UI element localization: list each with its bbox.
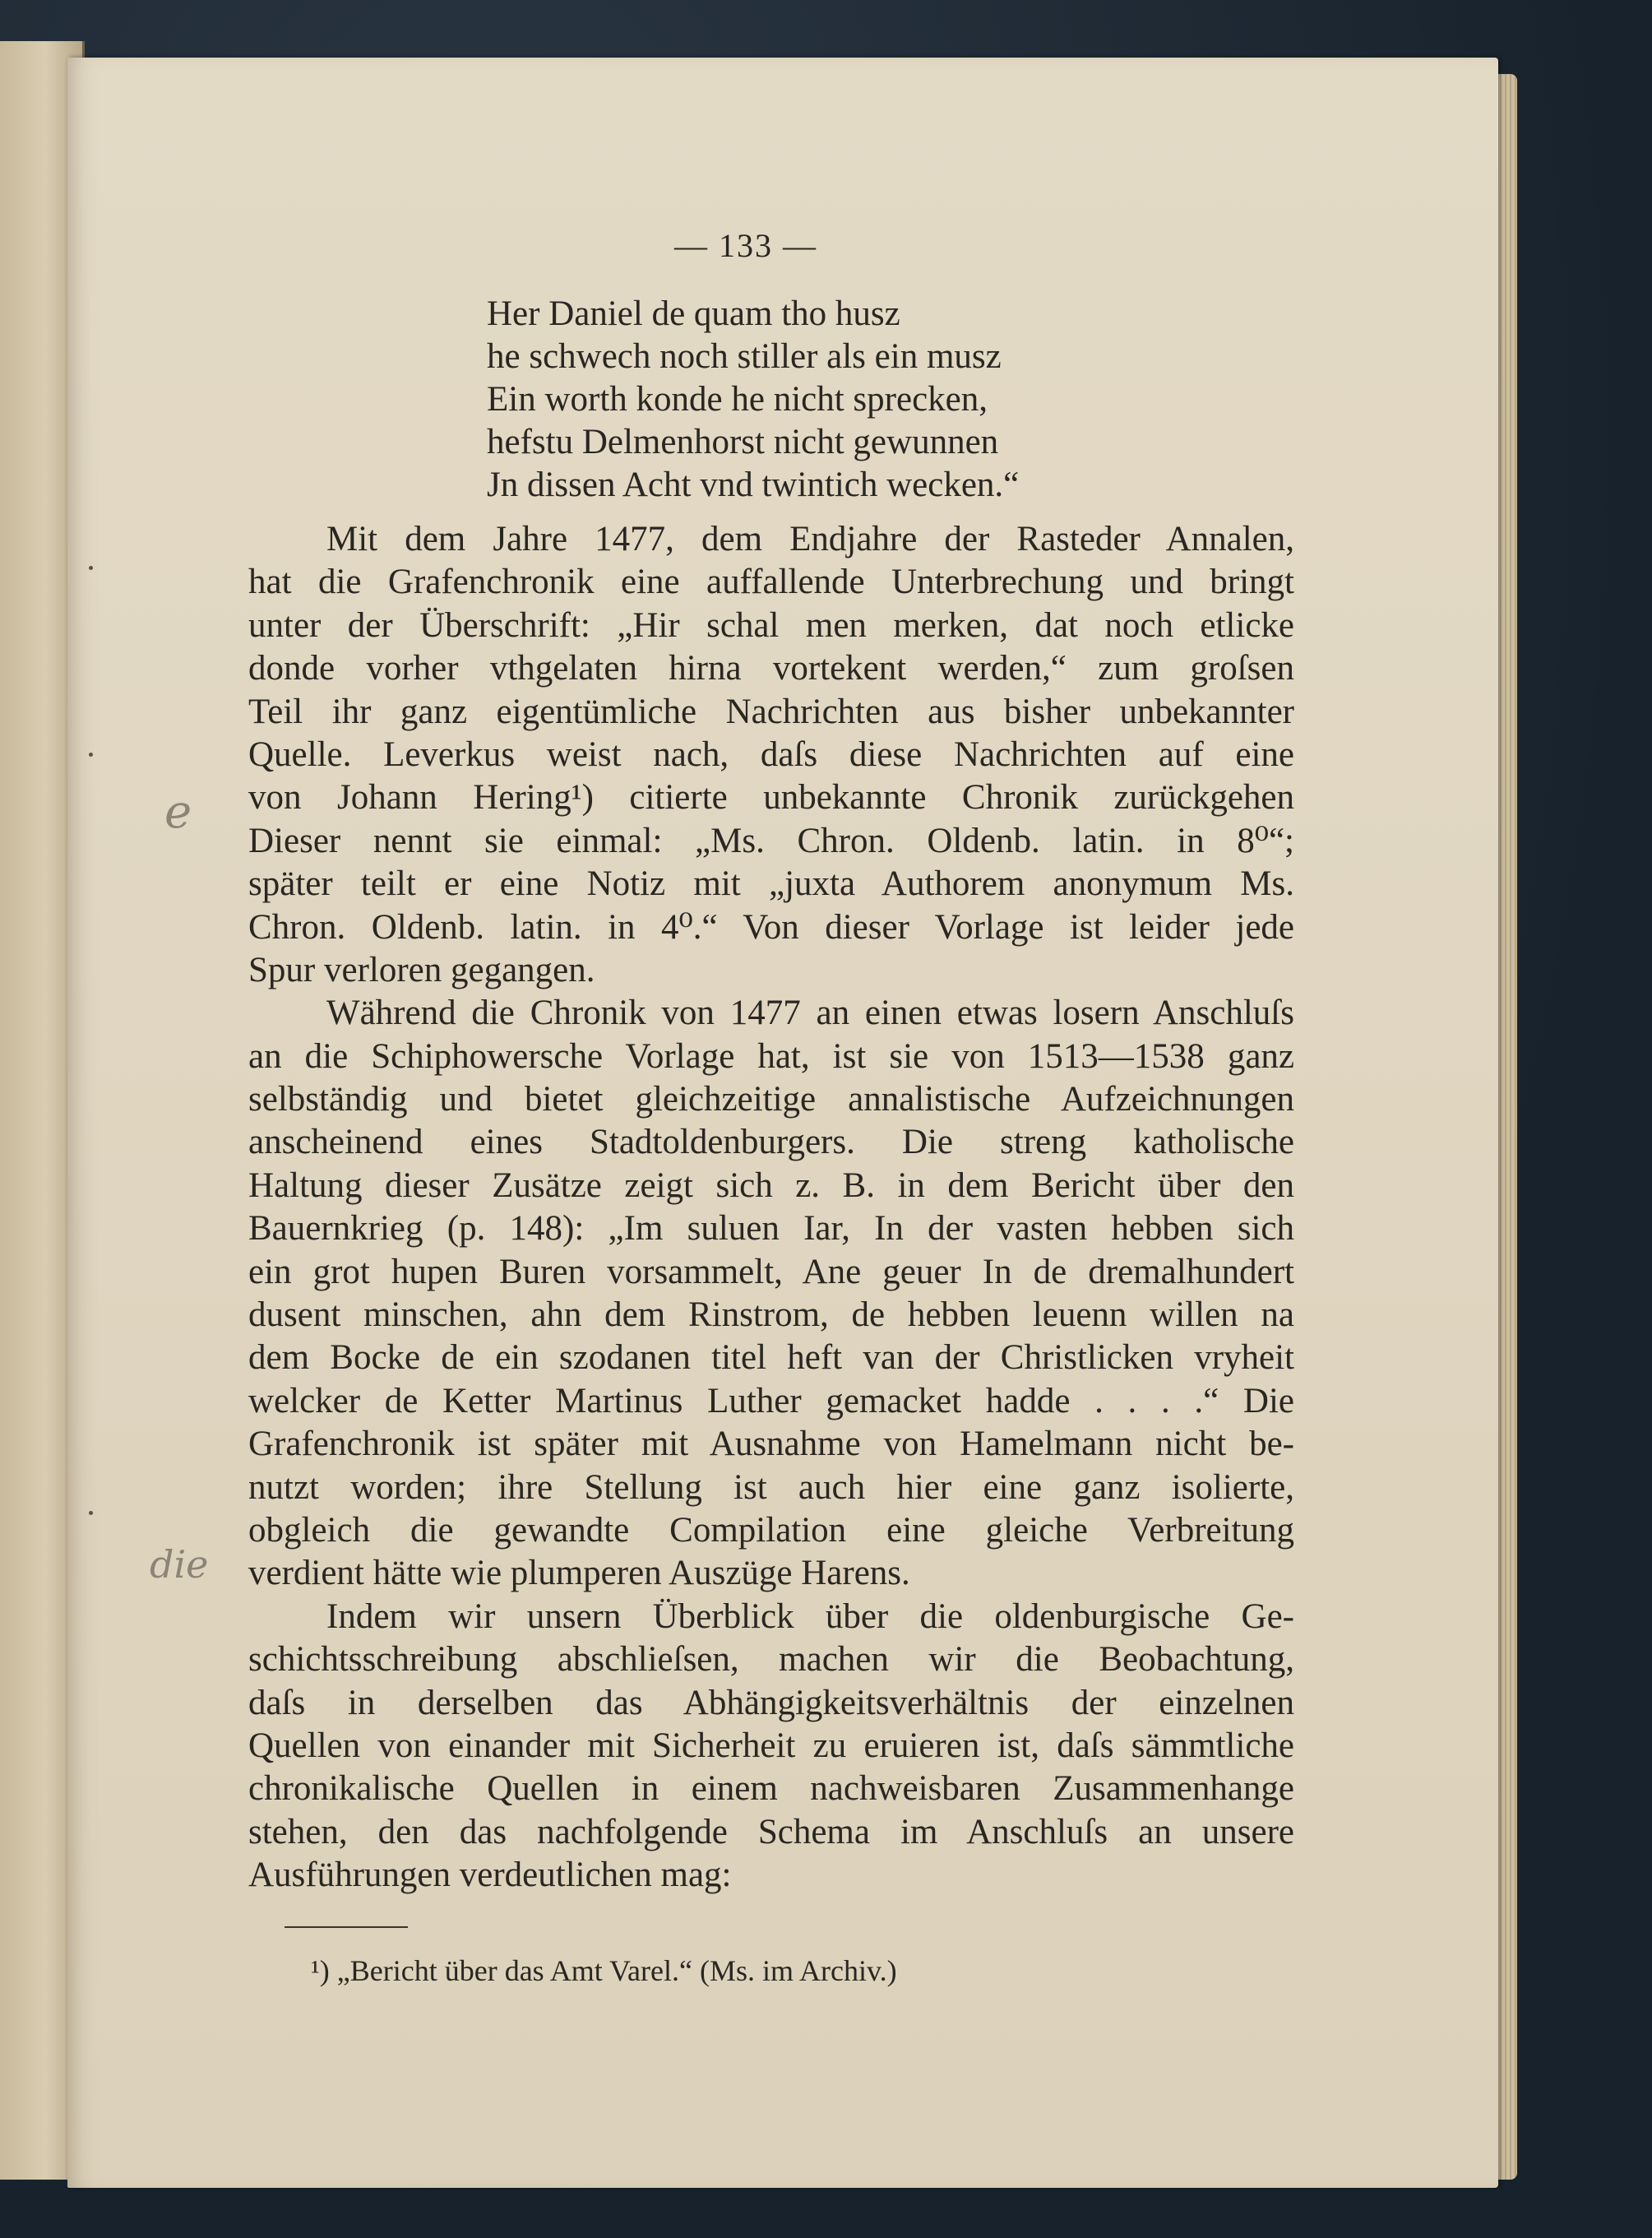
text-line: dusent minschen, ahn dem Rinstrom, de hebben leuenn willen na xyxy=(248,1295,1294,1335)
verse-line: he schwech noch stiller als ein musz xyxy=(487,337,1002,376)
text-line: Dieser nennt sie einmal: „Ms. Chron. Oldenb. latin. in 8⁰“; xyxy=(248,821,1294,860)
margin-dot xyxy=(89,1511,93,1515)
text-line: Chron. Oldenb. latin. in 4⁰.“ Von dieser Vorlage ist leider jede xyxy=(248,907,1294,947)
text-line: stehen, den das nachfolgende Schema im Anschluſs an unsere xyxy=(248,1812,1294,1851)
text-line: chronikalische Quellen in einem nachweisbaren Zusammenhange xyxy=(248,1769,1294,1809)
text-line: Quellen von einander mit Sicherheit zu eruieren ist, daſs sämmtliche xyxy=(248,1726,1294,1765)
text-line: Ausführungen verdeutlichen mag: xyxy=(248,1856,732,1895)
text-line: Teil ihr ganz eigentümliche Nachrichten aus bisher unbekannter xyxy=(248,692,1294,731)
text-line: donde vorher vthgelaten hirna vortekent werden,“ zum groſsen xyxy=(248,649,1294,688)
text-line: ein grot hupen Buren vorsammelt, Ane geuer In de dremalhundert xyxy=(248,1252,1294,1291)
text-line: Haltung dieser Zusätze zeigt sich z. B. in dem Bericht über den xyxy=(248,1165,1294,1205)
footnote-divider xyxy=(285,1926,408,1928)
text-line: selbständig und bietet gleichzeitige annalistische Aufzeichnungen xyxy=(248,1080,1294,1119)
page-number: — 133 — xyxy=(674,227,817,264)
verse-line: Her Daniel de quam tho husz xyxy=(487,294,900,333)
text-line: Spur verloren gegangen. xyxy=(248,950,595,989)
text-line: nutzt worden; ihre Stellung ist auch hier eine ganz isolierte, xyxy=(248,1467,1294,1507)
text-line: Mit dem Jahre 1477, dem Endjahre der Rasteder Annalen, xyxy=(326,520,1294,558)
margin-dot xyxy=(89,753,93,757)
text-line: verdient hätte wie plumperen Auszüge Harens. xyxy=(248,1554,910,1593)
text-line: welcker de Ketter Martinus Luther gemacket hadde . . . .“ Die xyxy=(248,1381,1294,1420)
verse-line: Ein worth konde he nicht sprecken, xyxy=(487,380,988,419)
text-line: dem Bocke de ein szodanen titel heft van der Christlicken vryheit xyxy=(248,1338,1294,1378)
text-line: unter der Überschrift: „Hir schal men merken, dat noch etlicke xyxy=(248,605,1294,645)
text-line: Grafenchronik ist später mit Ausnahme von Hamelmann nicht be- xyxy=(248,1425,1294,1464)
body-text xyxy=(248,518,1294,1897)
verse-line: hefstu Delmenhorst nicht gewunnen xyxy=(487,423,999,461)
text-line: obgleich die gewandte Compilation eine gleiche Verbreitung xyxy=(248,1510,1294,1550)
text-line: von Johann Hering¹) citierte unbekannte Chronik zurückgehen xyxy=(248,778,1294,818)
text-line: daſs in derselben das Abhängigkeitsverhältnis der einzelnen xyxy=(248,1683,1294,1722)
footnote: ¹) „Bericht über das Amt Varel.“ (Ms. im Archiv.) xyxy=(311,1954,897,1987)
text-line: Bauernkrieg (p. 148): „Im suluen Iar, In der vasten hebben sich xyxy=(248,1209,1294,1249)
margin-dot xyxy=(89,566,93,570)
verse-block xyxy=(487,293,1019,507)
text-line: später teilt er eine Notiz mit „juxta Authorem anonymum Ms. xyxy=(248,864,1294,904)
handwritten-margin-note: die xyxy=(150,1542,209,1587)
text-line: schichtsschreibung abschlieſsen, machen wir die Beobachtung, xyxy=(248,1640,1294,1680)
text-line: Indem wir unsern Überblick über die oldenburgische Ge- xyxy=(326,1596,1294,1636)
text-line: an die Schiphowersche Vorlage hat, ist sie von 1513—1538 ganz xyxy=(248,1036,1294,1076)
text-line: hat die Grafenchronik eine auffallende Unterbrechung und bringt xyxy=(248,563,1294,602)
text-line: anscheinend eines Stadtoldenburgers. Die streng katholische xyxy=(248,1123,1294,1162)
verse-line: Jn dissen Acht vnd twintich wecken.“ xyxy=(487,466,1020,504)
text-line: Quelle. Leverkus weist nach, daſs diese Nachrichten auf eine xyxy=(248,734,1294,774)
handwritten-margin-note: e xyxy=(164,785,192,839)
text-line: Während die Chronik von 1477 an einen etwas losern Anschluſs xyxy=(326,994,1294,1033)
